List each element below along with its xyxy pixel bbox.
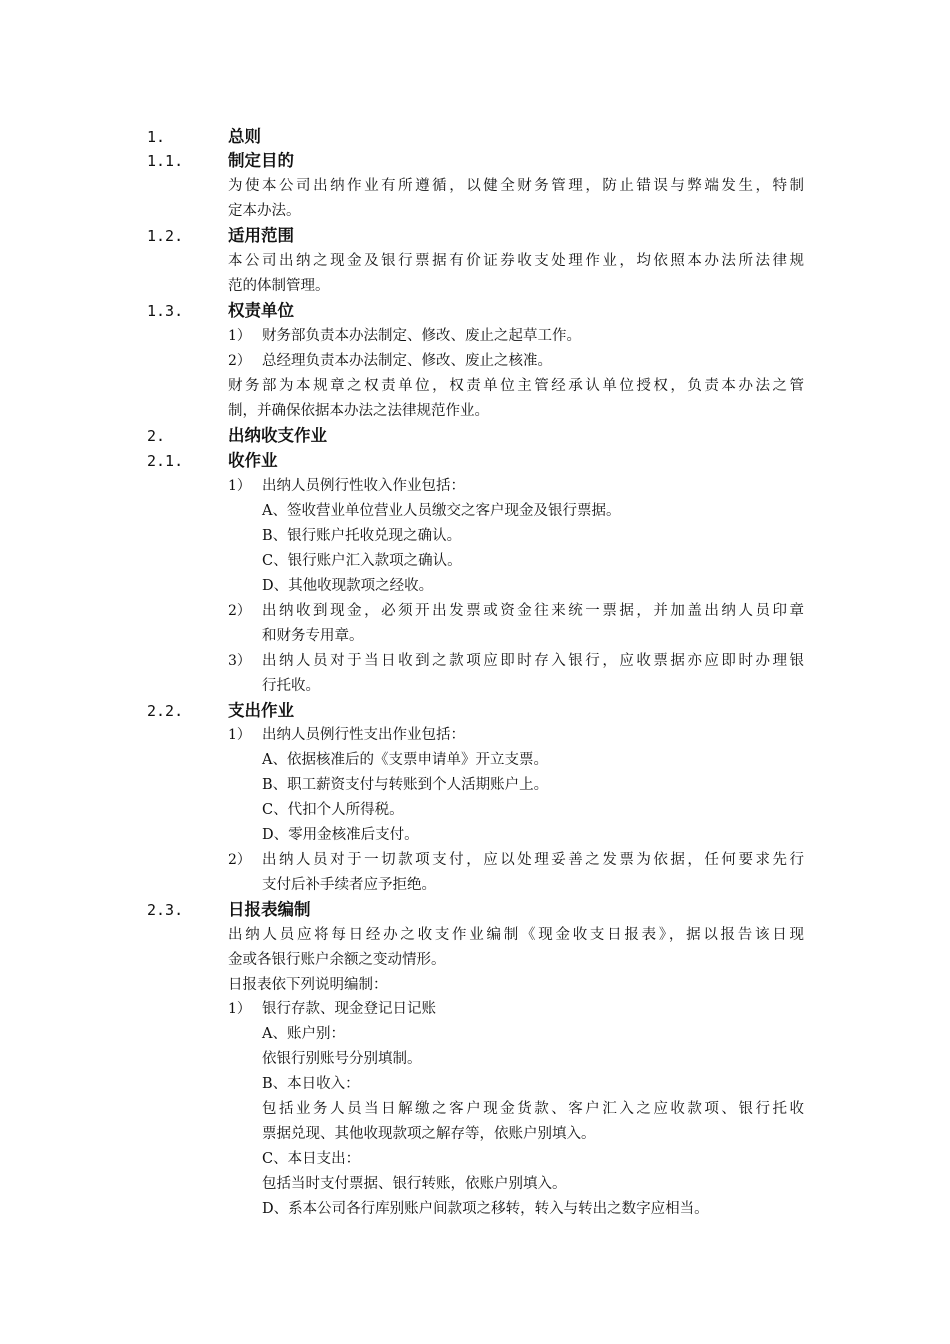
list-item-number: 3） [228,653,251,669]
section-number: 2.3. [147,901,184,919]
section-title: 权责单位 [228,301,294,320]
list-item-text: 和财务专用章。 [262,628,364,644]
sub-item-label: B、本日收入： [262,1076,360,1092]
sub-item: B、职工薪资支付与转账到个人活期账户上。 [262,777,549,793]
sub-item-text: 包括当时支付票据、银行转账，依账户别填入。 [262,1176,567,1192]
sub-item-label: A、账户别： [262,1026,345,1042]
section-number: 2.2. [147,702,184,720]
paragraph-line: 范的体制管理。 [228,278,330,294]
list-item-text: 出纳人员例行性支出作业包括： [262,727,465,743]
sub-item: D、其他收现款项之经收。 [262,578,434,594]
section-title: 制定目的 [228,151,294,170]
paragraph-line: 出纳人员应将每日经办之收支作业编制《现金收支日报表》，据以报告该日现 [228,927,804,943]
list-item-number: 2） [228,603,251,619]
section-title: 收作业 [228,451,278,470]
section-number: 2. [147,427,166,445]
sub-item: D、零用金核准后支付。 [262,827,419,843]
section-title: 日报表编制 [228,900,311,919]
list-item-text: 出纳人员对于当日收到之款项应即时存入银行，应收票据亦应即时办理银 [262,653,804,669]
section-title: 适用范围 [228,226,294,245]
paragraph-line: 本公司出纳之现金及银行票据有价证券收支处理作业，均依照本办法所法律规 [228,253,804,269]
paragraph-line: 制，并确保依据本办法之法律规范作业。 [228,403,489,419]
sub-item-label: C、本日支出： [262,1151,361,1167]
sub-item: A、签收营业单位营业人员缴交之客户现金及银行票据。 [262,503,621,519]
section-number: 1.3. [147,302,184,320]
paragraph-line: 金或各银行账户余额之变动情形。 [228,952,446,968]
sub-item-text: 依银行别账号分别填制。 [262,1051,422,1067]
list-item-text: 出纳人员对于一切款项支付，应以处理妥善之发票为依据，任何要求先行 [262,852,804,868]
list-item-number: 1） [228,1001,251,1017]
list-item-number: 1） [228,478,251,494]
list-item-text: 出纳收到现金，必须开出发票或资金往来统一票据，并加盖出纳人员印章 [262,603,804,619]
list-item-text: 出纳人员例行性收入作业包括： [262,478,465,494]
section-title: 出纳收支作业 [228,426,327,445]
list-item-number: 1） [228,727,251,743]
paragraph-line: 为使本公司出纳作业有所遵循，以健全财务管理，防止错误与弊端发生，特制 [228,178,804,194]
section-title: 总则 [228,127,261,146]
list-item-text: 总经理负责本办法制定、修改、废止之核准。 [262,353,552,369]
list-item-text: 支付后补手续者应予拒绝。 [262,877,436,893]
sub-item-text: 包括业务人员当日解缴之客户现金货款、客户汇入之应收款项、银行托收 [262,1101,804,1117]
list-item-text: 财务部负责本办法制定、修改、废止之起草工作。 [262,328,581,344]
sub-item-text: D、系本公司各行库别账户间款项之移转，转入与转出之数字应相当。 [262,1201,709,1217]
list-item-text: 行托收。 [262,678,320,694]
list-item-number: 2） [228,852,251,868]
sub-item: A、依据核准后的《支票申请单》开立支票。 [262,752,548,768]
section-number: 2.1. [147,452,184,470]
sub-item-text: 票据兑现、其他收现款项之解存等，依账户别填入。 [262,1126,596,1142]
list-item-number: 2） [228,353,251,369]
paragraph-line: 定本办法。 [228,203,301,219]
section-number: 1. [147,128,166,146]
section-number: 1.2. [147,227,184,245]
paragraph-line: 财务部为本规章之权责单位，权责单位主管经承认单位授权，负责本办法之管 [228,378,804,394]
sub-item: B、银行账户托收兑现之确认。 [262,528,462,544]
section-number: 1.1. [147,152,184,170]
paragraph-line: 日报表依下列说明编制： [228,977,388,993]
list-item-number: 1） [228,328,251,344]
sub-item: C、银行账户汇入款项之确认。 [262,553,462,569]
list-item-text: 银行存款、现金登记日记账 [262,1001,436,1017]
section-title: 支出作业 [228,701,294,720]
sub-item: C、代扣个人所得税。 [262,802,404,818]
